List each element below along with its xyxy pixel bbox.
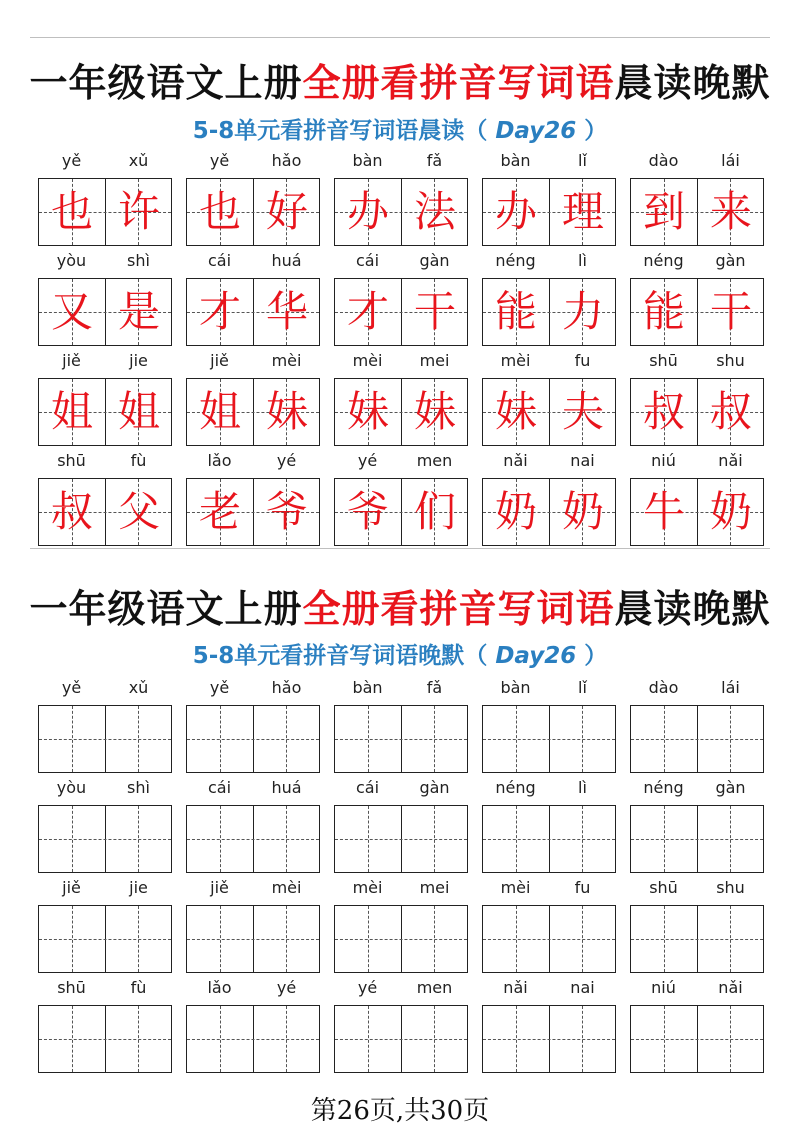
tianzige-answer-box[interactable] [186,705,320,773]
pinyin-label: lái [721,678,740,697]
tianzige-answer-box[interactable] [38,1005,172,1073]
pinyin-label: nai [570,978,595,997]
hanzi-character: 奶 [709,487,752,536]
section-divider [30,548,770,549]
pinyin-label: yě [61,151,82,170]
grid-guide-line [138,706,139,772]
tianzige-box [186,278,320,346]
grid-guide-line [516,806,517,872]
pinyin-label: xǔ [128,151,149,170]
top-divider [30,37,770,38]
hanzi-character: 叔 [709,387,752,436]
grid-guide-line [582,806,583,872]
word-cell [334,975,468,1075]
hanzi-character: 妹 [413,387,456,436]
grid-guide-line [187,839,319,840]
hanzi-character: 干 [709,287,752,336]
pinyin-label: cái [355,778,380,797]
word-cell [186,348,320,448]
pinyin-label: nai [570,451,595,470]
pinyin-label: shū [57,451,86,470]
grid-guide-line [664,806,665,872]
word-cell [482,448,616,548]
grid-guide-line [187,739,319,740]
hanzi-character: 姐 [50,387,93,436]
tianzige-answer-box[interactable] [334,905,468,973]
word-cell [482,348,616,448]
hanzi-character: 老 [198,487,241,536]
pinyin-label: dào [648,678,679,697]
grid-guide-line [434,1006,435,1072]
word-cell [186,448,320,548]
pinyin-label: yé [276,451,297,470]
pinyin-label: gàn [419,251,450,270]
hanzi-character: 妹 [494,387,537,436]
pinyin-label: yě [61,678,82,697]
word-cell [482,248,616,348]
grid-guide-line [582,1006,583,1072]
hanzi-character: 奶 [494,487,537,536]
grid-guide-line [187,1039,319,1040]
tianzige-answer-box[interactable] [334,705,468,773]
pinyin-label: bàn [352,151,383,170]
title-part-red: 全册看拼音写词语 [302,61,615,105]
grid-guide-line [220,806,221,872]
pinyin-label: néng [495,251,536,270]
grid-guide-line [631,839,763,840]
hanzi-character: 们 [413,487,456,536]
grid-guide-line [434,706,435,772]
pinyin-label: men [416,978,453,997]
tianzige-box [334,278,468,346]
tianzige-answer-box[interactable] [482,905,616,973]
grid-guide-line [730,906,731,972]
word-row [38,775,768,875]
tianzige-answer-box[interactable] [38,905,172,973]
pinyin-label: shū [649,878,678,897]
title-part-2: 晨读晚默 [614,587,771,631]
tianzige-answer-box[interactable] [186,805,320,873]
hanzi-character: 父 [117,487,160,536]
grid-guide-line [138,806,139,872]
tianzige-box [186,378,320,446]
grid-guide-line [434,906,435,972]
grid-guide-line [631,739,763,740]
grid-guide-line [582,906,583,972]
pinyin-label: lì [578,778,587,797]
grid-guide-line [138,906,139,972]
hanzi-character: 许 [117,187,160,236]
grid-guide-line [483,839,615,840]
tianzige-box [482,278,616,346]
grid-guide-line [220,1006,221,1072]
pinyin-label: nǎi [503,451,528,470]
pinyin-label: shu [716,351,745,370]
grid-guide-line [516,1006,517,1072]
word-cell [38,148,172,248]
hanzi-character: 妹 [346,387,389,436]
word-cell [38,448,172,548]
tianzige-box [630,478,764,546]
tianzige-box [630,178,764,246]
pinyin-label: shì [127,778,150,797]
word-grid-morning [38,148,768,548]
grid-guide-line [368,806,369,872]
hanzi-character: 也 [50,187,93,236]
word-cell [334,148,468,248]
pinyin-label: néng [643,251,684,270]
grid-guide-line [631,939,763,940]
grid-guide-line [368,1006,369,1072]
grid-guide-line [187,939,319,940]
subtitle-text: 5-8单元看拼音写词语晨读 [192,118,465,144]
pinyin-label: men [416,451,453,470]
word-cell [630,775,764,875]
word-cell [38,875,172,975]
grid-guide-line [368,706,369,772]
pinyin-label: gàn [419,778,450,797]
pinyin-label: hǎo [271,678,302,697]
word-cell [482,775,616,875]
word-cell [630,348,764,448]
pinyin-label: mèi [352,351,383,370]
word-cell [630,448,764,548]
subtitle-paren-close: ） [576,118,608,144]
subtitle-day: Day26 [495,118,577,144]
tianzige-answer-box[interactable] [482,1005,616,1073]
pinyin-label: hǎo [271,151,302,170]
pinyin-label: fu [574,351,591,370]
tianzige-answer-box[interactable] [630,905,764,973]
hanzi-character: 法 [413,187,456,236]
pinyin-label: bàn [500,151,531,170]
grid-guide-line [138,1006,139,1072]
page-title-evening [0,578,800,633]
word-cell [334,675,468,775]
pinyin-label: huá [271,778,302,797]
word-cell [38,775,172,875]
pinyin-label: jiě [210,351,229,370]
tianzige-box [482,378,616,446]
word-cell [186,875,320,975]
subtitle-text: 5-8单元看拼音写词语晚默 [192,643,465,669]
pinyin-label: shū [57,978,86,997]
tianzige-answer-box[interactable] [186,1005,320,1073]
word-cell [186,975,320,1075]
grid-guide-line [39,839,171,840]
pinyin-label: nǎi [718,978,743,997]
grid-guide-line [335,839,467,840]
word-cell [38,248,172,348]
hanzi-character: 牛 [642,487,685,536]
pinyin-label: fǎ [426,151,443,170]
hanzi-character: 办 [494,187,537,236]
tianzige-answer-box[interactable] [482,705,616,773]
title-part-1: 一年级语文上册 [29,587,303,631]
hanzi-character: 办 [346,187,389,236]
word-row [38,148,768,248]
grid-guide-line [335,739,467,740]
hanzi-character: 理 [561,187,604,236]
pinyin-label: yé [357,978,378,997]
tianzige-box [38,278,172,346]
pinyin-label: mèi [500,878,531,897]
title-part-1: 一年级语文上册 [29,61,303,105]
pinyin-label: jiě [62,878,81,897]
tianzige-box [482,178,616,246]
pinyin-label: shū [649,351,678,370]
word-cell [630,675,764,775]
grid-guide-line [39,739,171,740]
pinyin-label: mèi [352,878,383,897]
page-title-morning [0,52,800,107]
pinyin-label: gàn [715,778,746,797]
pinyin-label: nǎi [718,451,743,470]
tianzige-answer-box[interactable] [334,1005,468,1073]
word-cell [482,148,616,248]
subtitle-day: Day26 [495,643,577,669]
word-cell [38,348,172,448]
word-row [38,975,768,1075]
pinyin-label: yé [357,451,378,470]
tianzige-answer-box[interactable] [334,805,468,873]
word-cell [38,975,172,1075]
tianzige-answer-box[interactable] [186,905,320,973]
title-part-red: 全册看拼音写词语 [302,587,615,631]
pinyin-label: néng [495,778,536,797]
tianzige-box [334,178,468,246]
pinyin-label: lǎo [207,451,232,470]
tianzige-box [38,178,172,246]
grid-guide-line [368,906,369,972]
pinyin-label: mei [419,351,450,370]
pinyin-label: lǎo [207,978,232,997]
hanzi-character: 力 [561,287,604,336]
pinyin-label: bàn [500,678,531,697]
word-cell [186,775,320,875]
pinyin-label: yě [209,151,230,170]
hanzi-character: 又 [50,287,93,336]
word-row [38,248,768,348]
pinyin-label: shì [127,251,150,270]
word-row [38,448,768,548]
hanzi-character: 叔 [50,487,93,536]
subtitle-paren-open: （ [464,643,496,669]
pinyin-label: yòu [56,778,87,797]
grid-guide-line [286,806,287,872]
grid-guide-line [516,706,517,772]
grid-guide-line [286,1006,287,1072]
tianzige-answer-box[interactable] [38,705,172,773]
word-cell [630,875,764,975]
pinyin-label: lì [578,251,587,270]
subtitle-paren-open: （ [464,118,496,144]
grid-guide-line [39,939,171,940]
word-cell [186,248,320,348]
pinyin-label: lǐ [578,151,587,170]
word-row [38,348,768,448]
hanzi-character: 才 [198,287,241,336]
pinyin-label: shu [716,878,745,897]
grid-guide-line [516,906,517,972]
grid-guide-line [664,906,665,972]
hanzi-character: 到 [642,187,685,236]
pinyin-label: xǔ [128,678,149,697]
word-cell [630,248,764,348]
pinyin-label: mei [419,878,450,897]
grid-guide-line [72,906,73,972]
word-cell [334,348,468,448]
hanzi-character: 妹 [265,387,308,436]
pinyin-label: dào [648,151,679,170]
tianzige-answer-box[interactable] [482,805,616,873]
pinyin-label: yě [209,678,230,697]
word-cell [482,975,616,1075]
grid-guide-line [286,706,287,772]
grid-guide-line [220,706,221,772]
pinyin-label: fǎ [426,678,443,697]
pinyin-label: yé [276,978,297,997]
word-cell [630,148,764,248]
grid-guide-line [286,906,287,972]
word-cell [482,875,616,975]
tianzige-box [38,478,172,546]
tianzige-box [334,478,468,546]
pinyin-label: lǐ [578,678,587,697]
word-row [38,675,768,775]
grid-guide-line [72,806,73,872]
grid-guide-line [631,1039,763,1040]
grid-guide-line [483,1039,615,1040]
tianzige-box [38,378,172,446]
pinyin-label: jie [129,878,148,897]
pinyin-label: bàn [352,678,383,697]
pinyin-label: mèi [271,878,302,897]
hanzi-character: 来 [709,187,752,236]
hanzi-character: 是 [117,287,160,336]
hanzi-character: 才 [346,287,389,336]
hanzi-character: 奶 [561,487,604,536]
pinyin-label: néng [643,778,684,797]
word-cell [334,775,468,875]
tianzige-box [334,378,468,446]
word-cell [186,675,320,775]
grid-guide-line [335,939,467,940]
pinyin-label: fu [574,878,591,897]
page-number: 第26页,共30页 [310,1096,490,1126]
hanzi-character: 能 [642,287,685,336]
pinyin-label: jiě [62,351,81,370]
tianzige-answer-box[interactable] [630,1005,764,1073]
hanzi-character: 姐 [198,387,241,436]
tianzige-box [482,478,616,546]
pinyin-label: niú [651,451,676,470]
word-cell [186,148,320,248]
pinyin-label: lái [721,151,740,170]
word-cell [334,248,468,348]
hanzi-character: 叔 [642,387,685,436]
grid-guide-line [335,1039,467,1040]
subtitle-paren-close: ） [576,643,608,669]
pinyin-label: cái [207,778,232,797]
hanzi-character: 干 [413,287,456,336]
grid-guide-line [72,706,73,772]
tianzige-answer-box[interactable] [38,805,172,873]
word-cell [482,675,616,775]
grid-guide-line [664,706,665,772]
grid-guide-line [730,806,731,872]
pinyin-label: jie [129,351,148,370]
grid-guide-line [434,806,435,872]
grid-guide-line [39,1039,171,1040]
hanzi-character: 能 [494,287,537,336]
pinyin-label: cái [355,251,380,270]
grid-guide-line [664,1006,665,1072]
hanzi-character: 华 [265,287,308,336]
pinyin-label: cái [207,251,232,270]
pinyin-label: jiě [210,878,229,897]
hanzi-character: 爷 [346,487,389,536]
hanzi-character: 好 [265,187,308,236]
pinyin-label: huá [271,251,302,270]
word-cell [334,448,468,548]
tianzige-box [630,378,764,446]
grid-guide-line [72,1006,73,1072]
pinyin-label: mèi [500,351,531,370]
tianzige-box [630,278,764,346]
tianzige-box [186,478,320,546]
word-cell [334,875,468,975]
grid-guide-line [730,706,731,772]
pinyin-label: mèi [271,351,302,370]
pinyin-label: niú [651,978,676,997]
tianzige-answer-box[interactable] [630,705,764,773]
hanzi-character: 爷 [265,487,308,536]
tianzige-answer-box[interactable] [630,805,764,873]
word-cell [630,975,764,1075]
subtitle-morning [0,112,800,145]
grid-guide-line [220,906,221,972]
pinyin-label: fù [130,451,147,470]
grid-guide-line [730,1006,731,1072]
hanzi-character: 姐 [117,387,160,436]
subtitle-evening [0,637,800,670]
title-part-2: 晨读晚默 [614,61,771,105]
grid-guide-line [582,706,583,772]
pinyin-label: fù [130,978,147,997]
pinyin-label: yòu [56,251,87,270]
grid-guide-line [483,739,615,740]
grid-guide-line [483,939,615,940]
hanzi-character: 夫 [561,387,604,436]
pinyin-label: gàn [715,251,746,270]
tianzige-box [186,178,320,246]
word-row [38,875,768,975]
word-cell [38,675,172,775]
word-grid-evening [38,675,768,1075]
pinyin-label: nǎi [503,978,528,997]
hanzi-character: 也 [198,187,241,236]
